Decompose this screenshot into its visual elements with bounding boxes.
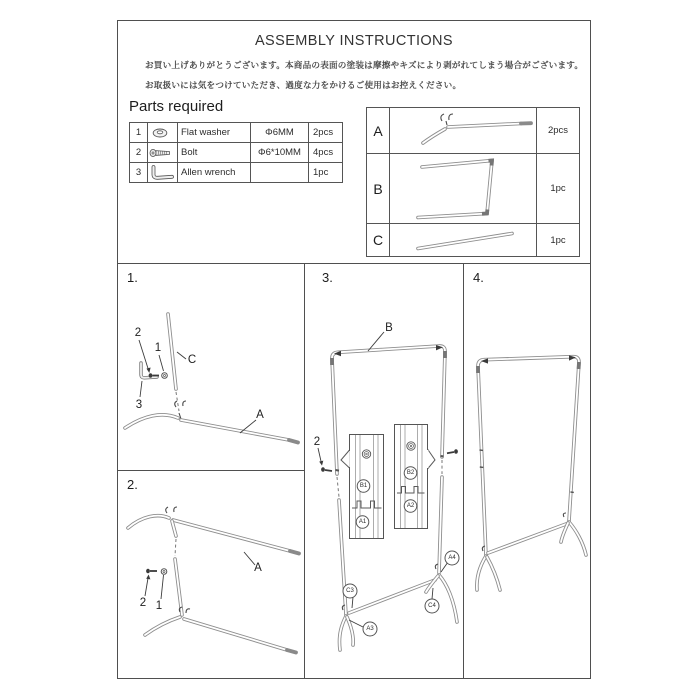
part-a-drawing [390,108,536,153]
part-b-label: B [367,154,390,224]
part-qty: 1pc [309,163,343,183]
part-qty: 2pcs [309,123,343,143]
step-3-label-c4: C4 [428,603,436,609]
step-4-number: 4. [473,270,484,285]
part-name: Bolt [178,143,251,163]
part-spec: Φ6*10MM [251,143,309,163]
part-number: 3 [130,163,148,183]
step-1-label-part-c: C [187,354,197,366]
step-3-panel [305,264,463,678]
step-1-label-washer: 1 [154,342,162,354]
part-b-qty: 1pc [537,154,580,224]
step-1-label-wrench: 3 [135,399,143,411]
allen-wrench-icon [149,165,175,181]
step-1-label-bolt: 2 [134,327,142,339]
step-3-label-c3: C3 [346,588,354,594]
part-b-drawing [390,154,536,223]
step-3-label-a3: A3 [366,626,374,632]
part-spec: Φ6MM [251,123,309,143]
part-name: Flat washer [178,123,251,143]
part-number: 2 [130,143,148,163]
step-1-number: 1. [127,270,138,285]
step-2-label-part-a: A [254,562,262,574]
parts-row-3 [130,163,343,183]
part-qty: 4pcs [309,143,343,163]
step-3-label-a4: A4 [448,555,456,561]
part-c-drawing [390,224,536,256]
step-2-number: 2. [127,477,138,492]
step-3-label-b1: B1 [359,483,368,489]
notice-text [145,56,583,95]
parts-row-2 [130,143,343,163]
notice-line-2: お取扱いには気をつけていただき、過度な力をかけるご使用はお控えください。 [145,79,462,90]
step-3-diagram [305,264,463,678]
part-name: Allen wrench [178,163,251,183]
part-number: 1 [130,123,148,143]
step-1-label-part-a: A [256,409,264,421]
part-a-label: A [367,108,390,154]
page-title: ASSEMBLY INSTRUCTIONS [254,33,453,49]
part-c-label: C [367,224,390,257]
bolt-icon [149,146,173,160]
step-3-number: 3. [322,270,333,285]
step-2-label-bolt: 2 [139,597,147,609]
step-3-label-part-b: B [385,322,393,334]
step-3-label-bolt: 2 [313,436,321,448]
parts-overview-table [366,107,580,257]
overview-row-b [367,154,580,224]
step-3-label-b2: B2 [406,470,415,476]
step-2-panel [118,471,304,678]
parts-required-heading: Parts required [129,98,224,115]
parts-row-1 [130,123,343,143]
part-c-qty: 1pc [537,224,580,257]
step-4-panel [464,264,590,678]
flat-washer-icon [149,126,171,140]
step-3-label-a1: A1 [358,519,367,525]
notice-line-1: お買い上げありがとうございます。本商品の表面の塗装は摩擦やキズにより剥がれてしまう場合がございます。 [145,60,584,70]
step-1-diagram [118,264,304,470]
step-2-label-washer: 1 [155,600,163,612]
step-4-diagram [464,264,590,678]
overview-row-c [367,224,580,257]
page-border [117,20,591,679]
step-3-label-a2: A2 [406,503,415,509]
parts-required-table [129,122,343,183]
step-1-panel [118,264,304,470]
step-2-diagram [118,471,304,678]
overview-row-a [367,108,580,154]
part-a-qty: 2pcs [537,108,580,154]
part-spec [251,163,309,183]
